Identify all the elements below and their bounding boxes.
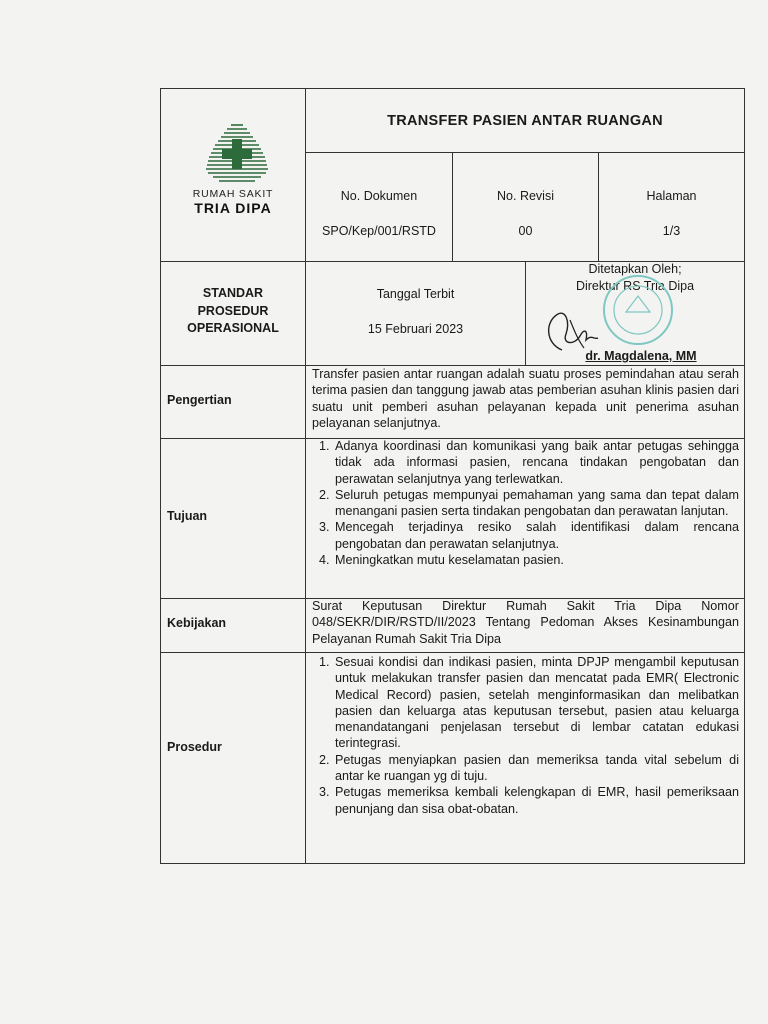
document-title: TRANSFER PASIEN ANTAR RUANGAN [387,112,663,129]
no-dokumen-value: SPO/Kep/001/RSTD [322,224,436,238]
spo-label-line3: OPERASIONAL [187,321,279,335]
spo-label-line1: STANDAR [202,286,264,300]
kebijakan-text: Surat Keputusan Direktur Rumah Sakit Tria Dipa Nomor 048/SEKR/DIR/RSTD/II/2023 Tentang Pedoman Akses Kesinambungan Pelayanan Rumah Sakit Tria Dipa [312,599,739,646]
hospital-name-line2: TRIA DIPA [194,200,272,216]
prosedur-list [306,654,744,817]
list-item: 1. Sesuai kondisi dan indikasi pasien, minta DPJP mengambil keputusan untuk melakukan transfer pasien dan mencatat pada EMR( Electronic Medical Record) pasien, setelah menginformasikan dan melibatkan pasien dan keluarga atas keputusan tersebut, pasien atau keluarga menandatangani penjelasan tersebut di lembar catatan edukasi terintegrasi. [333,654,739,752]
no-revisi-cell [453,153,598,261]
hospital-logo [161,89,305,261]
prosedur-label: Prosedur [167,740,222,754]
hospital-logo-icon [205,123,269,187]
ditetapkan-line1: Ditetapkan Oleh; [588,262,682,276]
ditetapkan-line2: Direktur RS Tria Dipa [575,279,695,293]
list-item: 2. Petugas menyiapkan pasien dan memeriksa tanda vital sebelum di antar ke ruangan yg di tuju. [333,752,739,785]
tujuan-list [306,438,744,568]
signer-name: dr. Magdalena, MM [585,349,697,363]
tujuan-label: Tujuan [167,509,208,523]
no-dokumen-label: No. Dokumen [340,189,418,203]
halaman-cell [599,153,744,261]
no-dokumen-cell [306,153,452,261]
hospital-name-line1: RUMAH SAKIT [192,188,274,200]
no-revisi-label: No. Revisi [497,189,554,203]
tanggal-terbit-cell [306,262,525,365]
pengertian-text: Transfer pasien antar ruangan adalah suatu proses pemindahan atau serah terima pasien dan tanggung jawab atas pemberian asuhan klinis pasien dari suatu unit pemberi asuhan pelayanan kepada unit penerima asuhan pelayanan selanjutnya. [312,367,739,430]
list-item: 3. Mencegah terjadinya resiko salah identifikasi dalam rencana pengobatan dan perawatan selanjutnya. [333,519,739,552]
list-item: 2. Seluruh petugas mempunyai pemahaman yang sama dan tepat dalam menangani pasien serta tindakan pengobatan dan perawatan lanjutan. [333,487,739,520]
tanggal-terbit-value: 15 Februari 2023 [367,322,464,336]
halaman-value: 1/3 [662,224,681,238]
spo-label-line2: PROSEDUR [197,303,269,318]
pengertian-label: Pengertian [167,393,232,407]
signature-icon [540,300,600,360]
tanggal-terbit-label: Tanggal Terbit [376,287,455,301]
list-item: 4. Meningkatkan mutu keselamatan pasien. [333,552,739,568]
list-item: 3. Petugas memeriksa kembali kelengkapan di EMR, hasil pemeriksaan penunjang dan sisa obat-obatan. [333,784,739,817]
official-stamp-icon [600,272,676,348]
halaman-label: Halaman [646,189,697,203]
divider [161,652,744,653]
list-item: 1. Adanya koordinasi dan komunikasi yang baik antar petugas sehingga tidak ada informasi pasien, rencana tindakan pengobatan dan perawatan selanjutnya yang terlewatkan. [333,438,739,487]
kebijakan-label: Kebijakan [167,616,227,630]
no-revisi-value: 00 [518,224,533,238]
spo-document [160,88,745,864]
spo-label [161,262,305,365]
